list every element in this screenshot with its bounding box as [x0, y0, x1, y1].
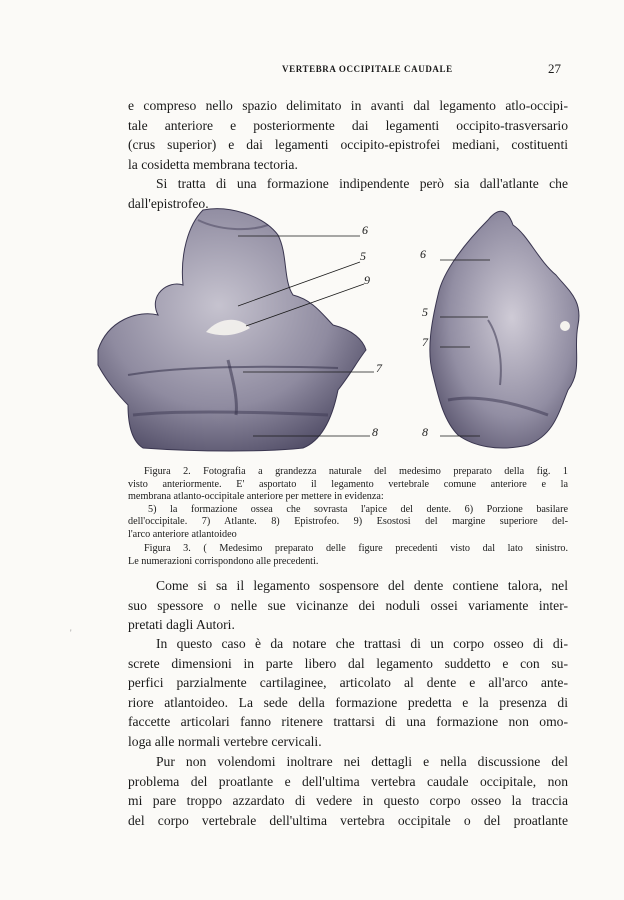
text-line: mi pare troppo azzardato di vedere in questo corpo osseo la traccia: [128, 793, 568, 809]
text-line: loga alle normali vertebre cervicali.: [128, 733, 322, 749]
paragraph-4: [128, 634, 568, 752]
text-line: Pur non volendomi inoltrare nei dettagli e nella discussione del: [156, 754, 568, 769]
text-line: la cosidetta membrana tectoria.: [128, 156, 298, 172]
text-line: problema del proatlante e dell'ultima vertebra caudale occipitale, non: [128, 773, 568, 789]
figure-label: 7: [376, 361, 382, 375]
running-head: VERTEBRA OCCIPITALE CAUDALE: [282, 64, 453, 74]
figure-3-labels: [420, 247, 429, 439]
figure-label: 9: [364, 273, 370, 287]
figure-label: 5: [422, 305, 428, 319]
page-number: 27: [548, 61, 561, 76]
text-line: screte dimensioni in parte libero dal legamento suddetto e con su-: [128, 655, 568, 671]
text-line: riore atlantoideo. La sede della formazione predetta e la presenza di: [128, 694, 568, 710]
caption-line: visto anteriormente. E' asportato il legamento vertebrale comune anteriore e la: [128, 478, 568, 490]
figure-label: 7: [422, 335, 428, 349]
figure-photographs: [88, 200, 608, 460]
caption-line: Le numerazioni corrispondono alle precedenti.: [128, 555, 319, 567]
figure-label: 8: [422, 425, 428, 439]
figure-3-photo: [430, 211, 579, 448]
text-line: pretati dagli Autori.: [128, 617, 235, 633]
caption-line: l'arco anteriore atlantoideo: [128, 528, 237, 540]
text-line: del corpo vertebrale dell'ultima vertebra occipitale o del proatlante: [128, 812, 568, 828]
figure-label: 5: [360, 249, 366, 263]
figure-2-caption: [128, 466, 568, 542]
caption-line: 5) la formazione ossea che sovrasta l'apice del dente. 6) Porzione basilare: [148, 503, 568, 515]
text-line: dall'epistrofeo.: [128, 195, 209, 211]
text-line: faccette articolari fanno ritenere trattarsi di una formazione non omo-: [128, 714, 568, 730]
figure-2-labels: [360, 223, 383, 439]
figure-label: 8: [372, 425, 378, 439]
text-line: In questo caso è da notare che trattasi di un corpo osseo di di-: [156, 636, 568, 651]
paragraph-5: [128, 752, 568, 830]
text-line: Si tratta di una formazione indipendente però sia dall'atlante che: [156, 176, 568, 191]
text-line: tale anteriore e posteriormente dai legamenti occipito-trasversario: [128, 117, 568, 133]
figure-label: 6: [420, 247, 426, 261]
text-line: e compreso nello spazio delimitato in avanti dal legamento atlo-occipi-: [128, 98, 568, 113]
figure-label: 6: [362, 223, 368, 237]
text-line: perfici parzialmente cartilaginee, articolato al dente e all'arco ante-: [128, 675, 568, 691]
margin-mark: ': [70, 628, 72, 638]
paragraph-3: [128, 576, 568, 635]
caption-line: Figura 3. ( Medesimo preparato delle figure precedenti visto dal lato sinistro.: [144, 543, 568, 554]
text-line: suo spessore o nelle sue vicinanze dei noduli ossei variamente inter-: [128, 597, 568, 613]
caption-line: Figura 2. Fotografia a grandezza naturale del medesimo preparato della fig. 1: [144, 466, 568, 477]
figure-2-photo: [98, 209, 374, 451]
paragraph-1: [128, 96, 568, 174]
text-line: Come si sa il legamento sospensore del dente contiene talora, nel: [156, 578, 568, 593]
figure-3-caption: [128, 543, 568, 568]
caption-line: membrana atlanto-occipitale anteriore per mettere in evidenza:: [128, 491, 384, 503]
text-line: (crus superior) e dai legamenti occipito-epistrofei mediani, costituenti: [128, 137, 568, 153]
caption-line: dell'occipitale. 7) Atlante. 8) Epistrofeo. 9) Esostosi del margine superiore del-: [128, 516, 568, 528]
